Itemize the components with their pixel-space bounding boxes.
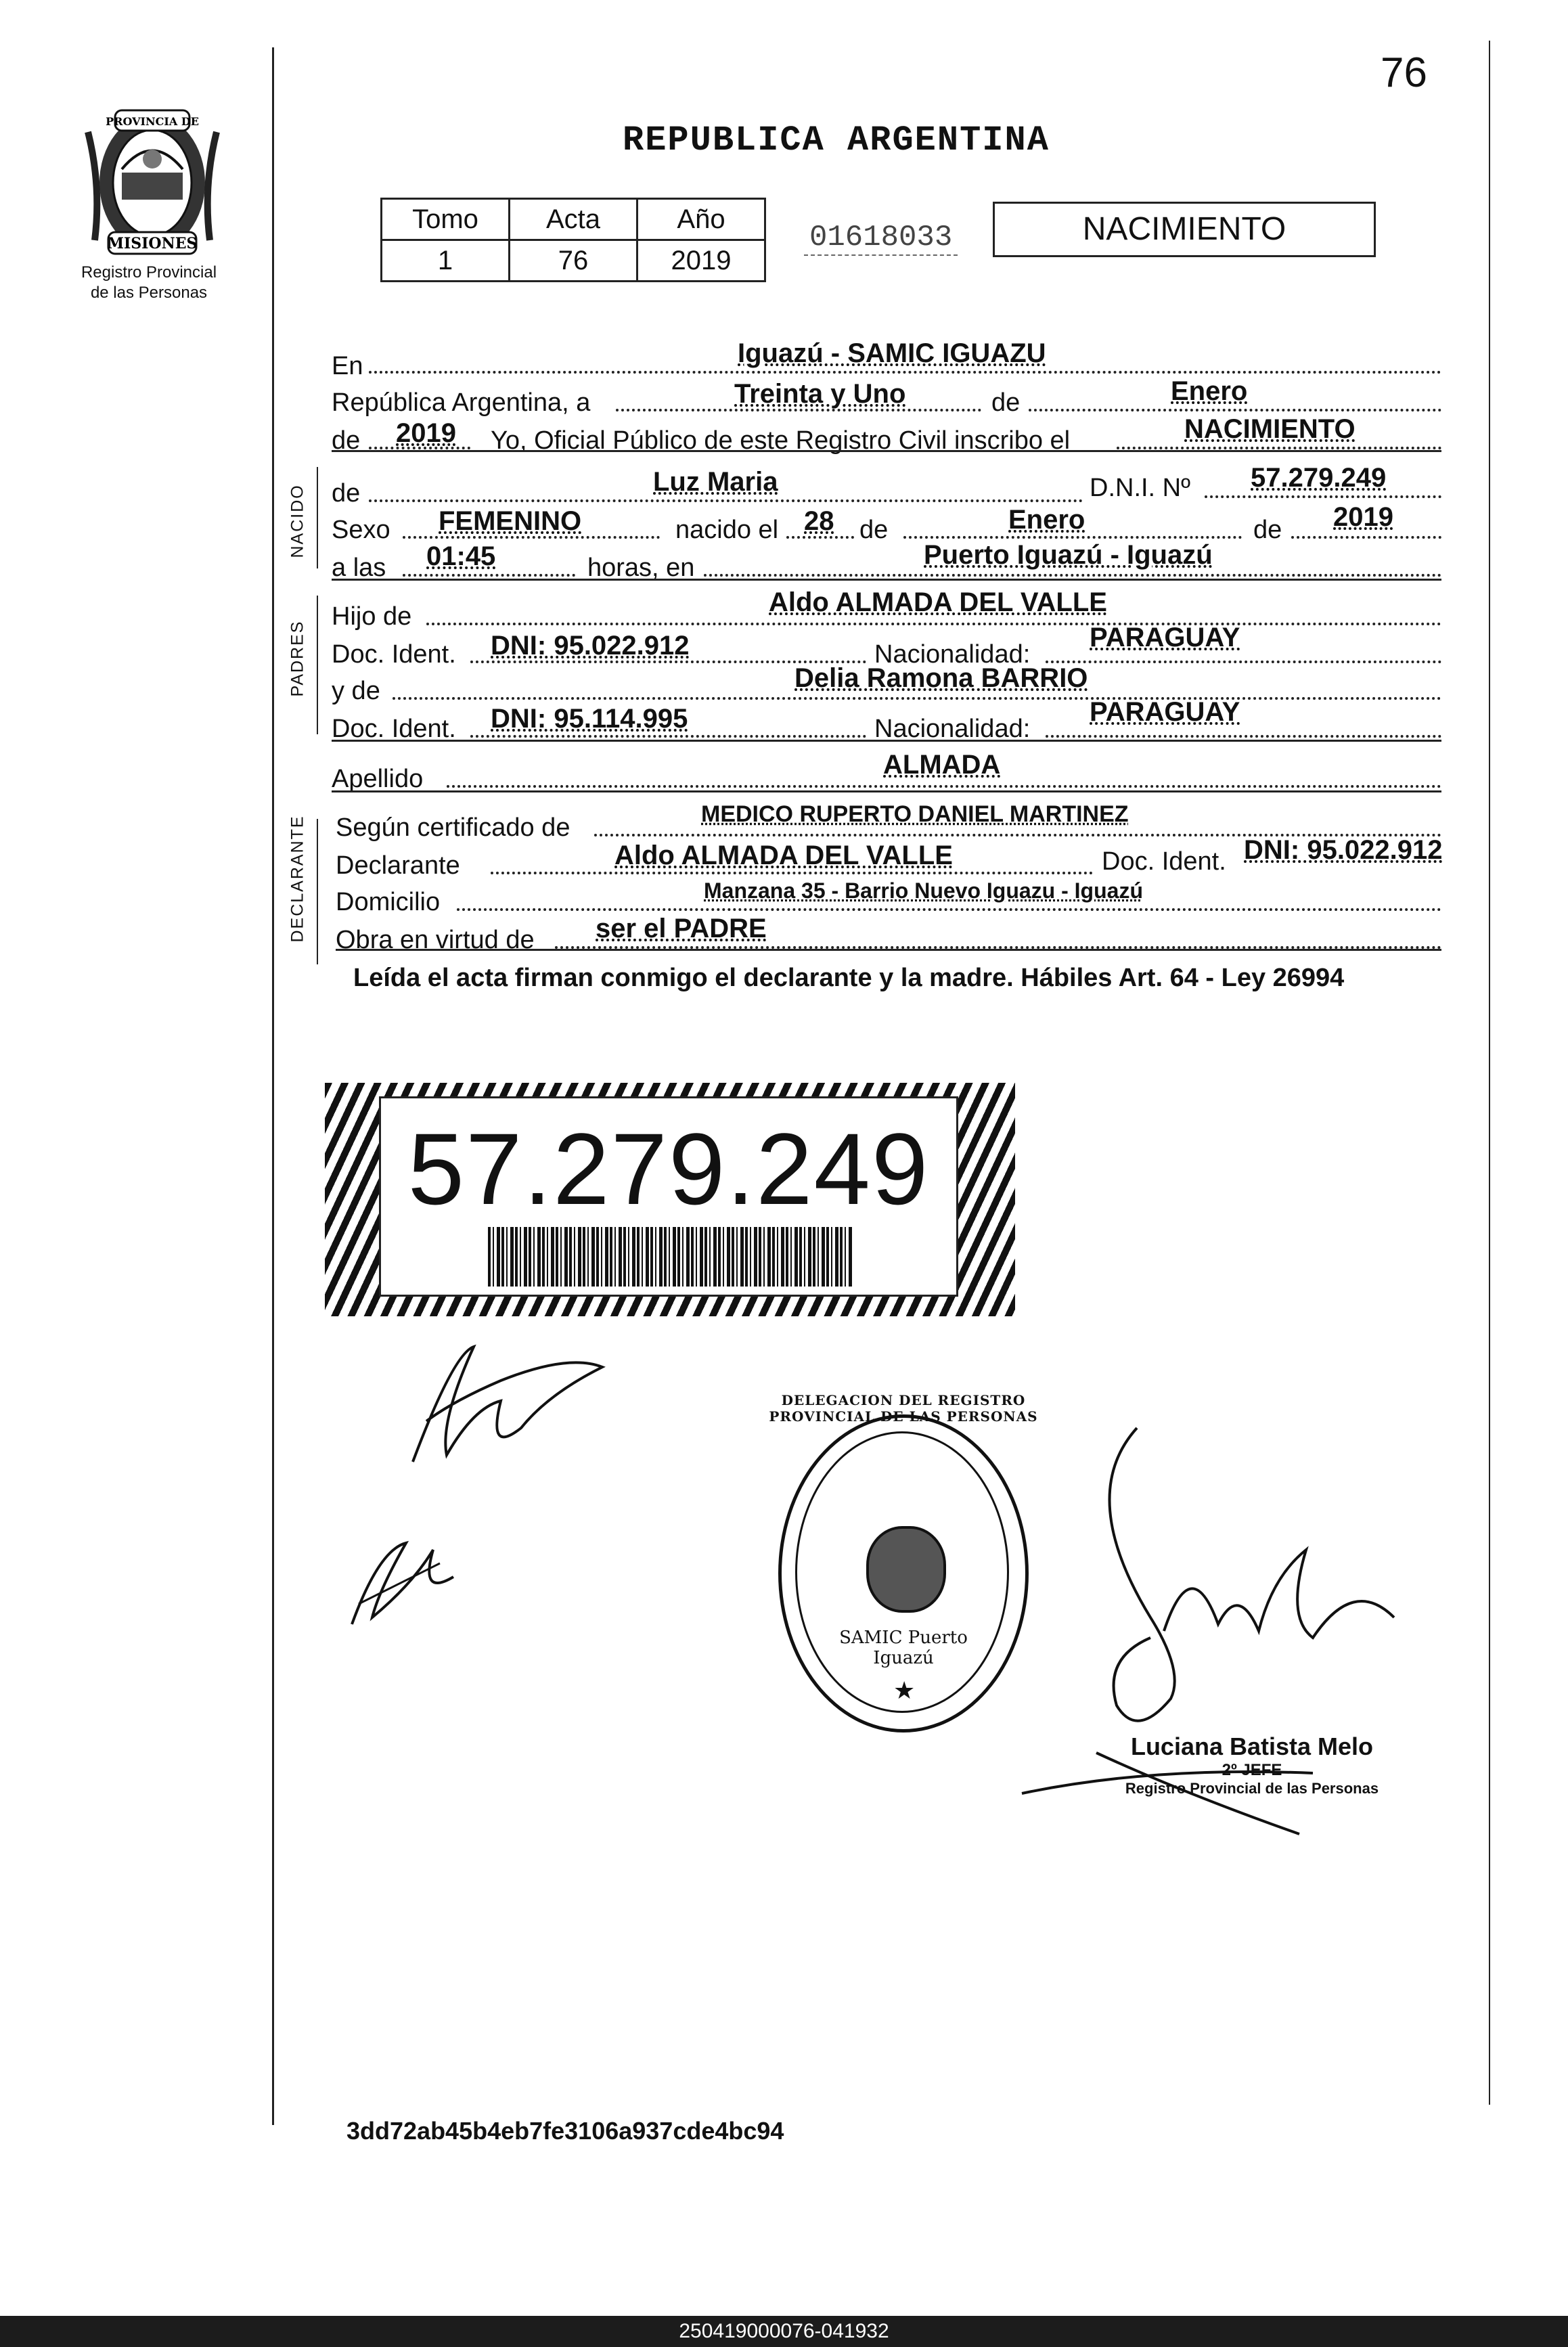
official-stamp <box>1110 1733 1394 1797</box>
dots-padre <box>426 623 1441 625</box>
dni-stamp-number: 57.279.249 <box>407 1112 930 1226</box>
label-republica: República Argentina, a <box>332 388 591 417</box>
record-table-value-row <box>382 240 765 282</box>
value-day: Treinta y Uno <box>734 379 906 409</box>
dots-en <box>369 371 1441 374</box>
value-birth-year: 2019 <box>1333 502 1393 532</box>
dots-madre-doc <box>470 735 866 738</box>
nacido-bracket <box>317 467 318 568</box>
logo-seal-top-text: PROVINCIA DE <box>106 115 199 128</box>
dots-birth-month <box>903 536 1242 539</box>
province-logo <box>74 105 230 261</box>
value-obra: ser el PADRE <box>596 914 767 943</box>
dots-madre <box>393 697 1441 700</box>
value-sexo: FEMENINO <box>439 506 582 536</box>
label-madre-doc: Doc. Ident. <box>332 715 456 743</box>
value-lugar: Puerto Iguazú - Iguazú <box>924 540 1213 570</box>
label-a-las: a las <box>332 554 386 582</box>
official-name: Luciana Batista Melo <box>1130 1733 1374 1760</box>
seal-star-icon: ★ <box>893 1676 916 1704</box>
value-name: Luz Maria <box>653 467 778 497</box>
footer-code: 250419000076-041932 <box>0 2316 1568 2347</box>
record-table-header-row <box>382 199 765 240</box>
value-decl-doc: DNI: 95.022.912 <box>1244 835 1443 865</box>
value-padre-nac: PARAGUAY <box>1090 623 1240 652</box>
label-sexo: Sexo <box>332 516 390 544</box>
value-declarante: Aldo ALMADA DEL VALLE <box>614 841 953 870</box>
value-en: Iguazú - SAMIC IGUAZU <box>738 338 1046 368</box>
dots-padre-nac <box>1046 661 1441 663</box>
label-nacido-el: nacido el <box>675 516 779 544</box>
label-decl-doc: Doc. Ident. <box>1102 847 1226 876</box>
value-madre-doc: DNI: 95.114.995 <box>491 704 688 734</box>
label-segun: Según certificado de <box>336 813 570 842</box>
label-dni: D.N.I. Nº <box>1090 474 1190 502</box>
value-apellido: ALMADA <box>883 750 1001 780</box>
label-yo: Yo, Oficial Público de este Registro Civil inscribo el <box>491 426 1071 455</box>
declarante-bracket <box>317 819 318 964</box>
header-tomo: Tomo <box>382 199 510 240</box>
value-padre-doc: DNI: 95.022.912 <box>491 631 690 661</box>
label-domicilio: Domicilio <box>336 888 441 916</box>
padres-bracket <box>317 596 318 734</box>
value-month: Enero <box>1171 376 1248 406</box>
document-hash: 3dd72ab45b4eb7fe3106a937cde4bc94 <box>346 2117 784 2145</box>
label-padre-doc: Doc. Ident. <box>332 640 456 669</box>
section-padres: PADRES <box>288 620 307 697</box>
label-en: En <box>332 352 363 380</box>
seal-inner-text: SAMIC Puerto Iguazú <box>839 1628 968 1668</box>
barcode <box>488 1227 853 1287</box>
label-padre-nac: Nacionalidad: <box>874 640 1031 669</box>
value-dni: 57.279.249 <box>1251 463 1387 493</box>
dots-domicilio <box>457 908 1441 911</box>
value-domicilio: Manzana 35 - Barrio Nuevo Iguazu - Iguazú <box>704 878 1143 903</box>
label-hijo-de: Hijo de <box>332 602 412 631</box>
rule-apellido-end <box>332 790 1441 792</box>
value-tomo: 1 <box>382 240 510 282</box>
document-title: REPUBLICA ARGENTINA <box>623 120 1050 160</box>
page-number: 76 <box>1381 49 1427 96</box>
right-margin-line <box>1489 41 1490 2105</box>
label-apellido: Apellido <box>332 765 424 793</box>
logo-caption-line2: de las Personas <box>90 284 208 302</box>
value-hora: 01:45 <box>426 541 496 571</box>
seal-emblem <box>866 1526 946 1613</box>
label-y-de: y de <box>332 677 380 705</box>
dots-inscribo <box>1117 447 1441 449</box>
rule-padres-end <box>332 740 1441 742</box>
dots-madre-nac <box>1046 735 1441 738</box>
header-anio: Año <box>637 199 765 240</box>
rule-header-end <box>332 450 1441 452</box>
rule-declarante-end <box>336 949 1441 951</box>
record-type-box: NACIMIENTO <box>993 202 1376 257</box>
value-madre-nac: PARAGUAY <box>1090 697 1240 727</box>
logo-caption <box>61 263 237 303</box>
closing-note: Leída el acta firman conmigo el declarante y la madre. Hábiles Art. 64 - Ley 26994 <box>353 964 1345 992</box>
dots-declarante <box>491 872 1093 874</box>
dots-lugar <box>704 574 1441 577</box>
value-birth-day: 28 <box>804 506 834 536</box>
value-birth-month: Enero <box>1008 505 1085 535</box>
section-declarante: DECLARANTE <box>288 815 307 943</box>
delegation-seal <box>769 1392 1038 1733</box>
label-de-month: de <box>991 388 1021 417</box>
logo-seal-bottom-text: MISIONES <box>107 235 198 252</box>
value-segun: MEDICO RUPERTO DANIEL MARTINEZ <box>701 801 1129 827</box>
record-table <box>380 198 766 282</box>
label-horas-en: horas, en <box>587 554 695 582</box>
dots-birth-year <box>1291 536 1441 539</box>
value-acta: 76 <box>510 240 637 282</box>
label-de-year: de <box>332 426 361 455</box>
value-madre: Delia Ramona BARRIO <box>794 663 1088 693</box>
mother-signature <box>338 1523 460 1638</box>
rule-nacido-end <box>332 579 1441 581</box>
dots-name <box>369 499 1083 502</box>
dots-month <box>1029 409 1441 411</box>
dots-hora <box>403 574 575 577</box>
logo-caption-line1: Registro Provincial <box>81 263 217 282</box>
value-year: 2019 <box>396 418 456 448</box>
label-madre-nac: Nacionalidad: <box>874 715 1031 743</box>
left-margin-line <box>272 47 274 2125</box>
value-inscribo: NACIMIENTO <box>1184 414 1356 444</box>
serial-number: 01618033 <box>804 221 958 256</box>
label-birth-de2: de <box>1253 516 1282 544</box>
seal-outer-text: DELEGACION DEL REGISTRO PROVINCIAL DE LAS PERSONAS <box>769 1392 1038 1425</box>
label-name-de: de <box>332 479 361 508</box>
section-nacido: NACIDO <box>288 484 307 558</box>
label-declarante: Declarante <box>336 851 460 880</box>
official-role: 2º JEFE <box>1222 1761 1282 1779</box>
official-office: Registro Provincial de las Personas <box>1125 1780 1379 1797</box>
label-obra: Obra en virtud de <box>336 926 535 954</box>
label-birth-de1: de <box>859 516 889 544</box>
value-anio: 2019 <box>637 240 765 282</box>
value-padre: Aldo ALMADA DEL VALLE <box>769 587 1107 617</box>
dots-dni <box>1205 495 1441 498</box>
declarant-signature <box>399 1326 629 1502</box>
header-acta: Acta <box>510 199 637 240</box>
dots-apellido <box>447 785 1441 788</box>
dni-stamp <box>379 1096 958 1297</box>
